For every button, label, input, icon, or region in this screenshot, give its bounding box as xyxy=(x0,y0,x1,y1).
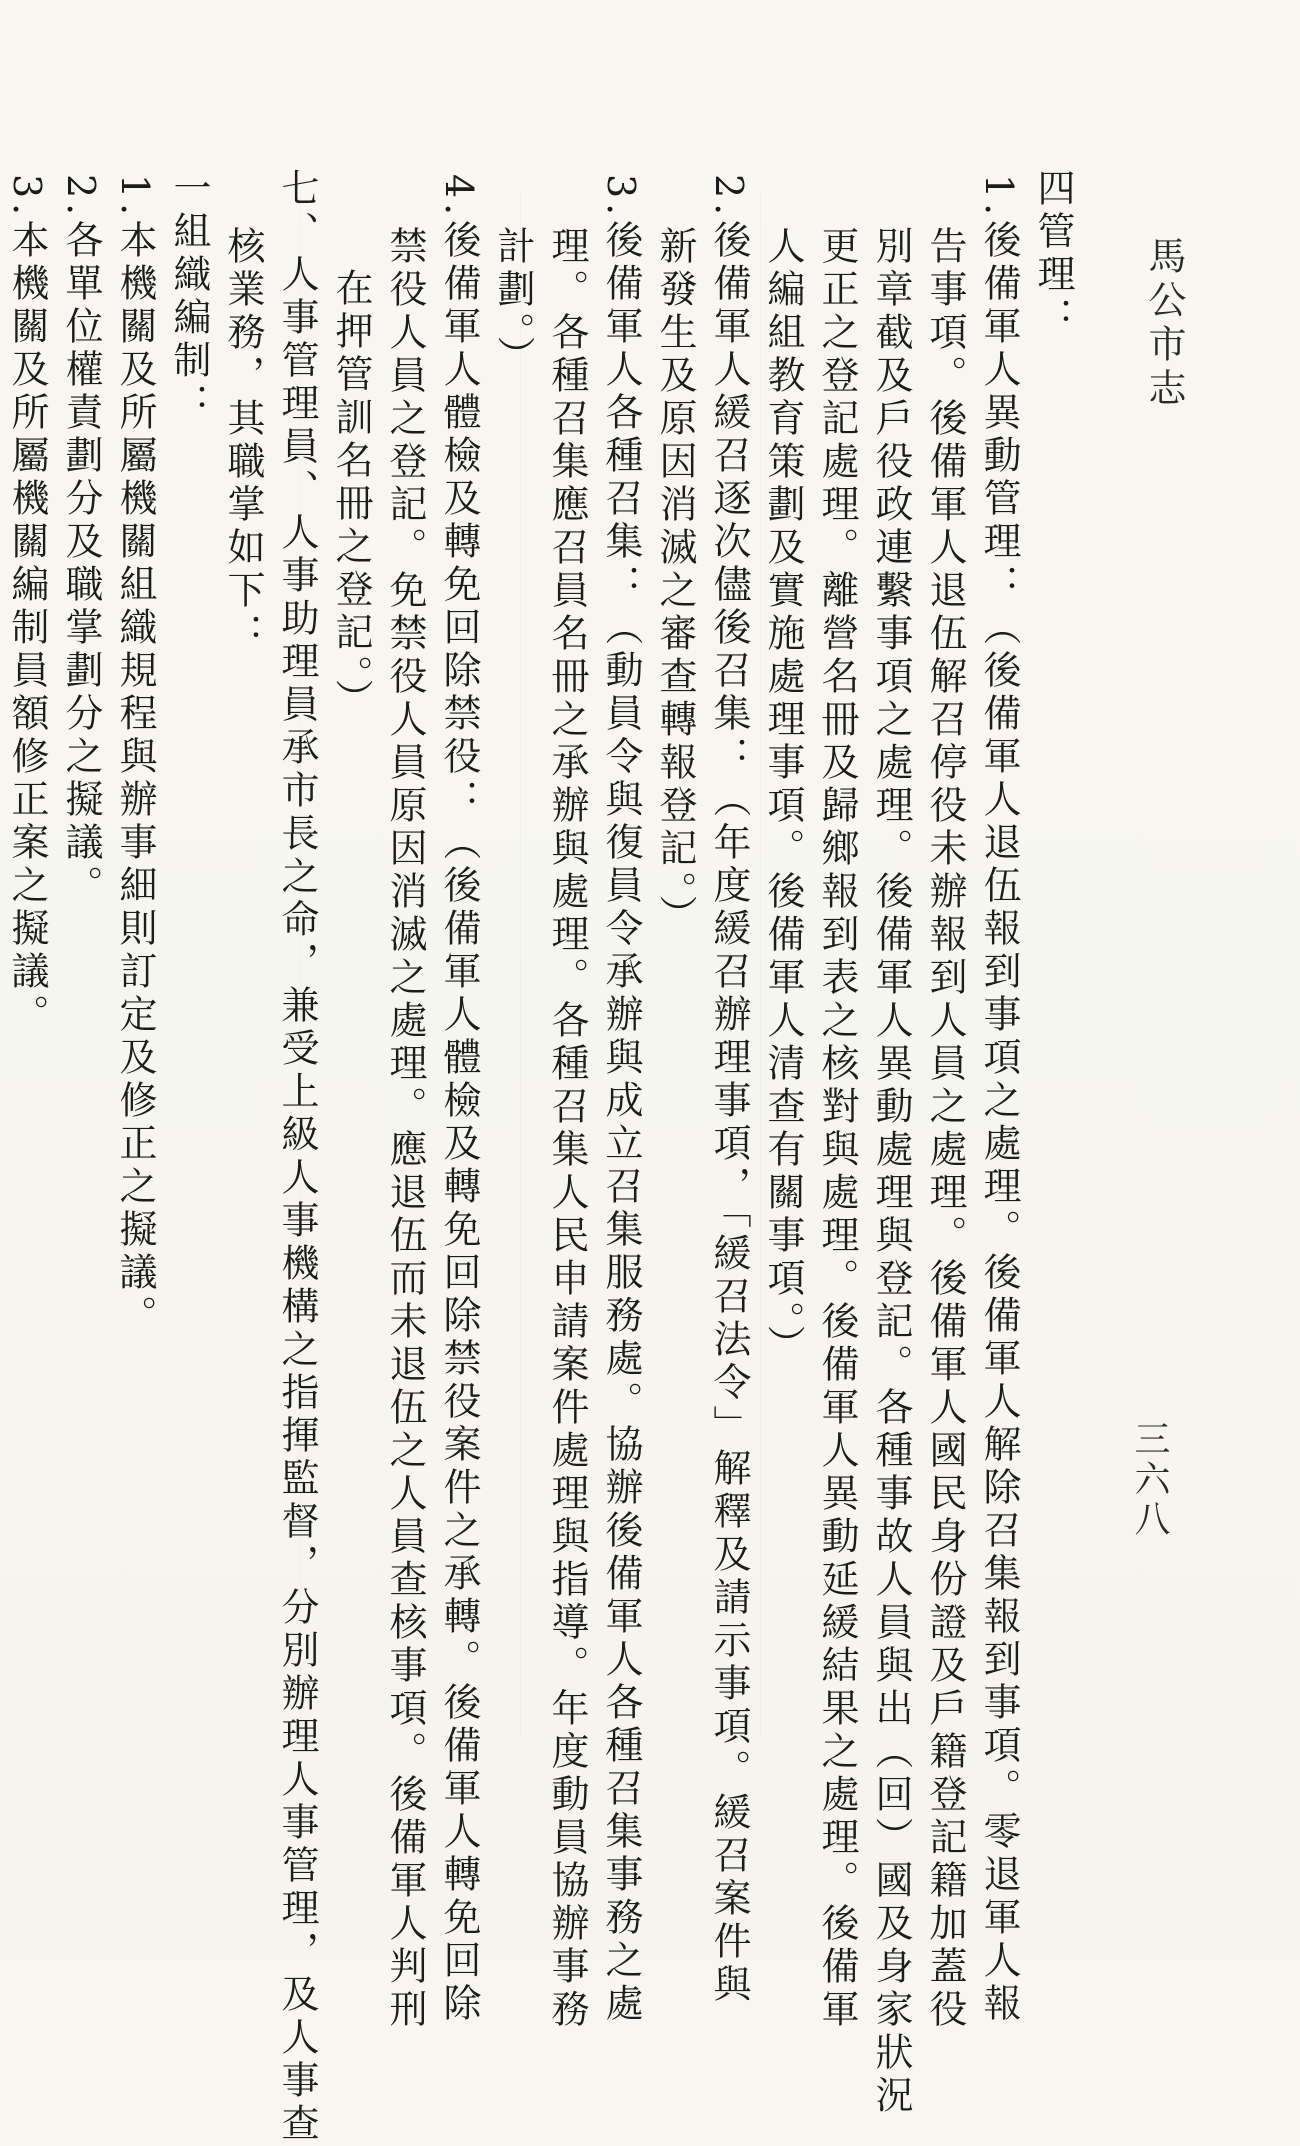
text-column: 別章截及戶役政連繫事項之處理。後備軍人異動處理與登記。各種事故人員與出（回）國及身家狀況 xyxy=(869,226,913,2118)
text-body xyxy=(0,168,1080,2146)
text-column: 4.後備軍人體檢及轉免回除禁役：（後備軍人體檢及轉免回除禁役案件之承轉。後備軍人轉免回除 xyxy=(437,174,481,2027)
running-title: 馬公市志 xyxy=(1142,236,1186,412)
text-column: 1.本機關及所屬機關組織規程與辦事細則訂定及修正之擬議。 xyxy=(113,174,157,1339)
section-heading: 四管理： xyxy=(1031,168,1075,340)
text-column: 計劃。） xyxy=(491,226,535,379)
page-number: 三六八 xyxy=(1129,1420,1170,1540)
text-column: 理。各種召集應召員名冊之承辦與處理。各種召集人民申請案件處理與指導。年度動員協辦事務 xyxy=(545,226,589,2032)
subsection-heading: 一組織編制： xyxy=(167,168,211,426)
section-heading: 七、人事管理員、人事助理員承市長之命，兼受上級人事機構之指揮監督，分別辦理人事管理，及人事查 xyxy=(275,168,319,2146)
text-column: 3.本機關及所屬機關編制員額修正案之擬議。 xyxy=(5,174,49,1038)
text-column: 在押管訓名冊之登記。） xyxy=(329,268,373,722)
text-column: 告事項。後備軍人退伍解召停役未辦報到人員之處理。後備軍人國民身份證及戶籍登記籍加蓋役 xyxy=(923,226,967,2032)
text-column: 2.後備軍人緩召逐次儘後召集：（年度緩召辦理事項，「緩召法令」解釋及請示事項。緩召案件與 xyxy=(707,174,751,2008)
text-column: 新發生及原因消滅之審查轉報登記。） xyxy=(653,226,697,938)
text-column: 2.各單位權責劃分及職掌劃分之擬議。 xyxy=(59,174,103,909)
text-column: 更正之登記處理。離營名冊及歸鄉報到表之核對與處理。後備軍人異動延緩結果之處理。後備軍 xyxy=(815,226,859,2032)
text-column: 人編組教育策劃及實施處理事項。後備軍人清查有關事項。） xyxy=(761,226,805,1368)
text-column: 核業務，其職掌如下： xyxy=(221,226,265,656)
text-column: 1.後備軍人異動管理：（後備軍人退伍報到事項之處理。後備軍人解除召集報到事項。零退軍人報 xyxy=(977,174,1021,2027)
text-column: 禁役人員之登記。免禁役人員原因消滅之處理。應退伍而未退伍之人員查核事項。後備軍人判刑 xyxy=(383,226,427,2032)
text-column: 3.後備軍人各種召集：（動員令與復員令承辦與成立召集服務處。協辦後備軍人各種召集事務之處 xyxy=(599,174,643,2027)
